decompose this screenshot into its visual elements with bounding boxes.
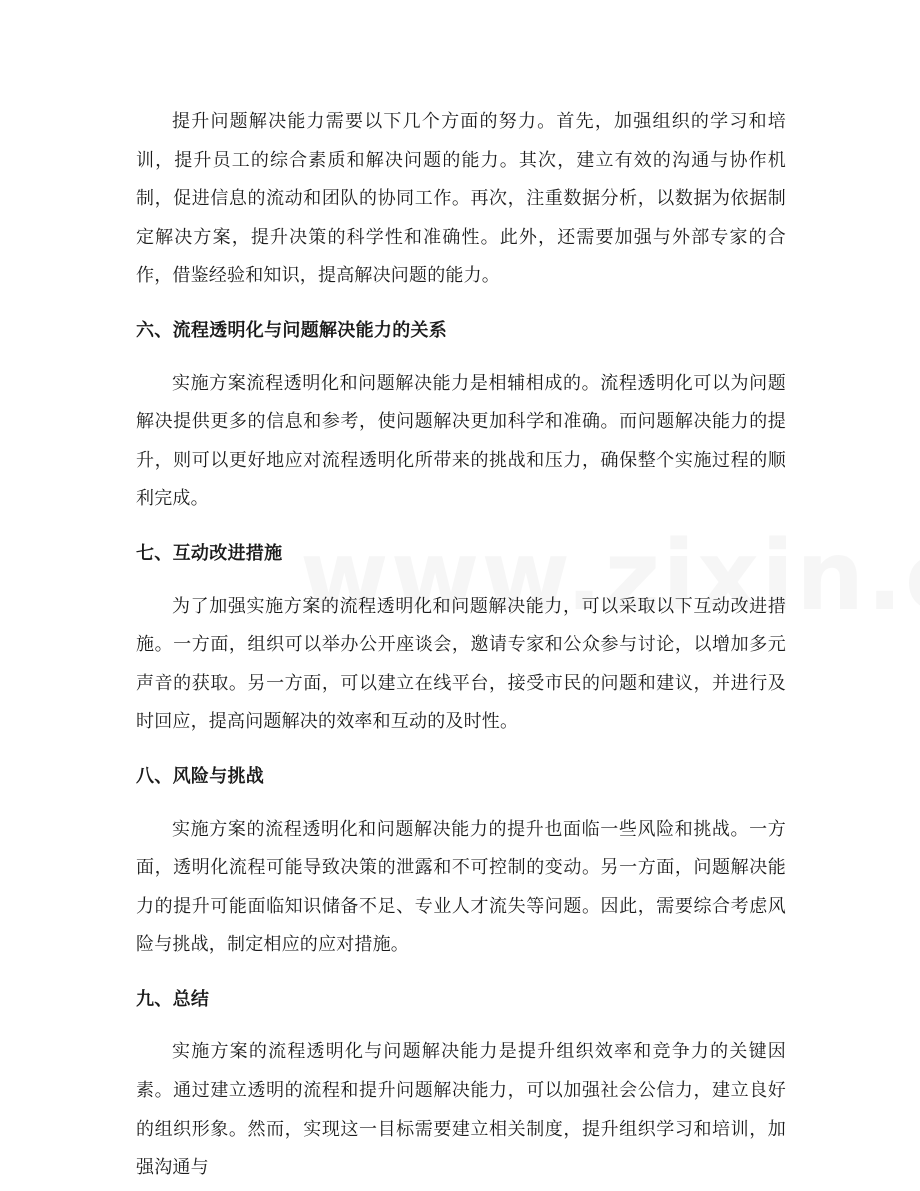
section-heading-6: 六、流程透明化与问题解决能力的关系 (136, 319, 448, 341)
section-paragraph-9: 实施方案的流程透明化与问题解决能力是提升组织效率和竞争力的关键因素。通过建立透明的流程和提升问题解决能力，可以加强社会公信力，建立良好的组织形象。然而，实现这一目标需要建立相关制度，提升组织学习和培训，加强沟通与 (136, 1041, 786, 1179)
intro-paragraph: 提升问题解决能力需要以下几个方面的努力。首先，加强组织的学习和培训，提升员工的综合素质和解决问题的能力。其次，建立有效的沟通与协作机制，促进信息的流动和团队的协同工作。再次，注重数据分析，以数据为依据制定解决方案，提升决策的科学性和准确性。此外，还需要加强与外部专家的合作，借鉴经验和知识，提高解决问题的能力。 (136, 111, 786, 287)
section-paragraph-8: 实施方案的流程透明化和问题解决能力的提升也面临一些风险和挑战。一方面，透明化流程可能导致决策的泄露和不可控制的变动。另一方面，问题解决能力的提升可能面临知识储备不足、专业人才流失等问题。因此，需要综合考虑风险与挑战，制定相应的应对措施。 (136, 818, 786, 956)
document-body (136, 103, 786, 1188)
section-paragraph-7: 为了加强实施方案的流程透明化和问题解决能力，可以采取以下互动改进措施。一方面，组织可以举办公开座谈会，邀请专家和公众参与讨论，以增加多元声音的获取。另一方面，可以建立在线平台，接受市民的问题和建议，并进行及时回应，提高问题解决的效率和互动的及时性。 (136, 595, 786, 733)
section-paragraph-6: 实施方案流程透明化和问题解决能力是相辅相成的。流程透明化可以为问题解决提供更多的信息和参考，使问题解决更加科学和准确。而问题解决能力的提升，则可以更好地应对流程透明化所带来的挑战和压力，确保整个实施过程的顺利完成。 (136, 372, 786, 510)
section-heading-9: 九、总结 (136, 988, 210, 1010)
section-heading-7: 七、互动改进措施 (136, 542, 283, 564)
section-heading-8: 八、风险与挑战 (136, 765, 265, 787)
